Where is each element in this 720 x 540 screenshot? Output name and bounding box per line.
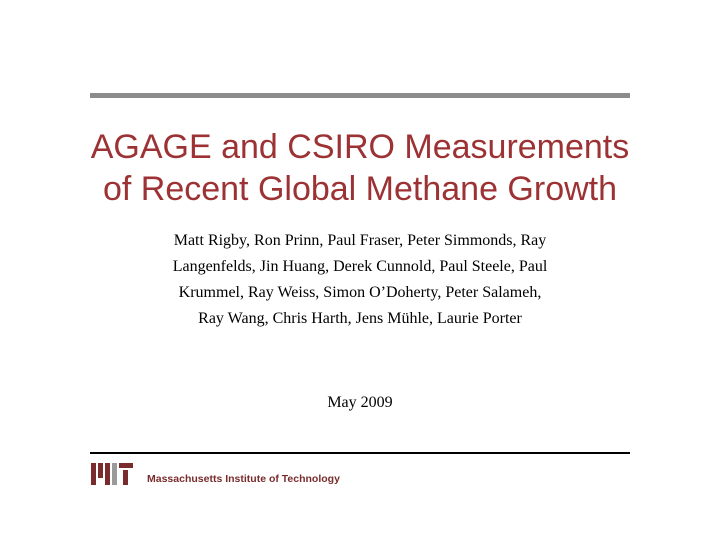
bottom-divider	[90, 452, 630, 454]
institution-name: Massachusetts Institute of Technology	[147, 473, 340, 485]
mit-logo-icon	[91, 463, 133, 485]
title-line-2: of Recent Global Methane Growth	[102, 170, 618, 208]
top-divider	[90, 93, 630, 98]
title-line-1: AGAGE and CSIRO Measurements	[90, 128, 630, 166]
author-list	[110, 228, 610, 332]
slide-title	[40, 126, 680, 210]
presentation-date: May 2009	[327, 394, 393, 411]
author-line-4: Ray Wang, Chris Harth, Jens Mühle, Laurie Porter	[198, 310, 522, 327]
author-line-1: Matt Rigby, Ron Prinn, Paul Fraser, Peter Simmonds, Ray	[173, 232, 547, 249]
author-line-3: Krummel, Ray Weiss, Simon O’Doherty, Peter Salameh,	[178, 284, 542, 301]
author-line-2: Langenfelds, Jin Huang, Derek Cunnold, Paul Steele, Paul	[172, 258, 548, 275]
